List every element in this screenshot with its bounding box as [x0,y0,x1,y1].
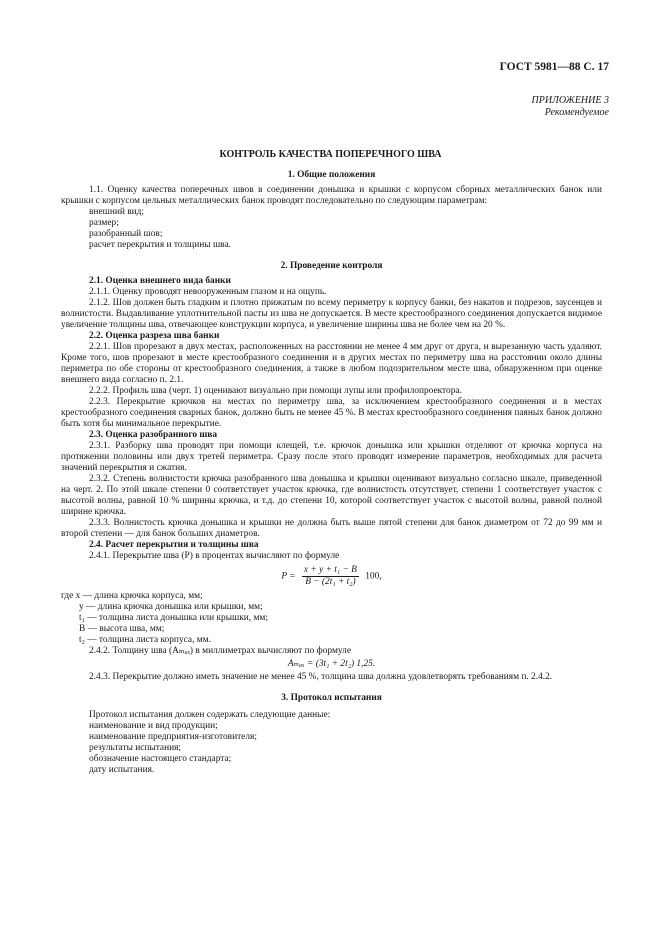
list-item: результаты испытания; [89,743,182,753]
definition-item: t₁ — толщина листа донышка или крышки, мм; [79,613,268,623]
list-item: разобранный шов; [89,229,163,239]
overlap-formula [61,565,602,588]
definition-item: t₂ — толщина листа корпуса, мм. [79,635,211,645]
definition-item: y — длина крючка донышка или крышки, мм; [79,602,263,612]
subsection-2-4: 2.4. Расчет перекрытия и толщины шва [89,540,259,550]
section-2-heading: 2. Проведение контроля [280,261,383,271]
definition-item: B — высота шва, мм; [79,624,165,634]
paragraph-2-3-1: 2.3.1. Разборку шва проводят при помощи клещей, т.е. крючок донышка или крышки отделяют от крючка корпуса на протяжении половины или двух третей периметра. Сразу после этого проводят измерение параметров, необходимых для расчета значений перекрытия и сжатия. [61,441,602,473]
standard-header: ГОСТ 5981—88 С. 17 [499,61,609,73]
paragraph-2-2-2: 2.2.2. Профиль шва (черт. 1) оценивают визуально при помощи лупы или профилопроектора. [89,386,462,396]
formula-numerator: x + y + t₁ − B [303,565,357,575]
list-item: размер; [89,218,119,228]
list-item: расчет перекрытия и толщины шва. [89,240,231,250]
parameter-list [61,207,602,251]
formula-lhs: P = [281,571,296,582]
paragraph-2-1-1: 2.1.1. Оценку проводят невооруженным глазом и на ощупь. [89,287,327,297]
protocol-list [89,710,602,776]
thickness-formula: Aₘₐₓ = (3t₁ + 2t₂) 1,25. [287,659,376,669]
paragraph-2-4-3: 2.4.3. Перекрытие должно иметь значение не менее 45 %, толщина шва должна удовлетворять требованиям п. 2.4.2. [89,672,553,682]
formula-denominator: B − (2t₁ + t₂) [305,577,356,587]
definition-lead: где x — длина крючка корпуса, мм; [61,591,203,601]
formula-fraction [302,565,359,588]
subsection-2-3: 2.3. Оценка разобранного шва [89,430,218,440]
section-3-heading: 3. Протокол испытания [281,693,382,703]
paragraph-1-1: 1.1. Оценку качества поперечных швов в соединении донышка и крышки с корпусом сборных металлических банок или крышки с корпусом цельных металлических банок проводят последовательно по следующим параметрам: [61,185,602,206]
paragraph-2-2-3: 2.2.3. Перекрытие крючков на местах по периметру шва, за исключением крестообразного соединения и в местах крестообразного соединения сварных банок, должно быть не менее 45 %. В местах крестообразного соединения паяных банок должно быть хотя бы минимальное перекрытие. [61,397,602,429]
appendix-status: Рекомендуемое [544,107,609,118]
list-item: обозначение настоящего стандарта; [89,754,232,764]
list-item: наименование предприятия-изготовителя; [89,732,257,742]
paragraph-2-3-2: 2.3.2. Степень волнистости крючка разобранного шва донышка и крышки оценивают визуально согласно шкале, приведенной на черт. 2. По этой шкале степени 0 соответствует участок крючка, где волнистость отсутствует, степени 1 соответствует участок с высотой волны, равной 10 % ширины крючка, и т.д. до степени 10, которой соответствует участок с высотой волны, равной полной ширине крючка. [61,474,602,517]
subsection-2-1: 2.1. Оценка внешнего вида банки [89,276,231,286]
paragraph-2-3-3: 2.3.3. Волнистость крючка донышка и крышки не должна быть выше пятой степени для банок диаметром от 72 до 99 мм и второй степени — для банок больших диаметров. [61,518,602,539]
appendix-number: ПРИЛОЖЕНИЕ 3 [531,95,609,106]
list-item: внешний вид; [89,207,145,217]
protocol-lead: Протокол испытания должен содержать следующие данные: [89,710,331,720]
formula-multiplier: 100, [365,571,382,582]
section-1-heading: 1. Общие положения [287,170,376,180]
list-item: наименование и вид продукции; [89,721,218,731]
subsection-2-2: 2.2. Оценка разреза шва банки [89,331,220,341]
page-title: КОНТРОЛЬ КАЧЕСТВА ПОПЕРЕЧНОГО ШВА [219,149,442,160]
list-item: дату испытания. [89,765,155,775]
paragraph-2-4-1: 2.4.1. Перекрытие шва (P) в процентах вычисляют по формуле [89,551,340,561]
paragraph-2-1-2: 2.1.2. Шов должен быть гладким и плотно прижатым по всему периметру к корпусу банки, без накатов и подрезов, заусенцев и волнистости. Выдавливание уплотнительной пасты из шва не допускается. В месте крестообразного соединения допускается видимое увеличение толщины шва, отвечающее конструкции корпуса, и увеличение ширины шва не более чем на 20 %. [61,298,602,330]
appendix-label [532,95,610,119]
formula-definitions [61,591,602,646]
paragraph-2-2-1: 2.2.1. Шов прорезают в двух местах, расположенных на расстоянии не менее 4 мм друг от друга, и вырезанную часть удаляют. Кроме того, шов прорезают в месте крестообразного соединения и в других местах по периметру шва на расстоянии около длины периметра по обе стороны от крестообразного соединения, а также в любом подозрительном месте шва, обнаруженном при оценке внешнего вида согласно п. 2.1. [61,342,602,385]
document-body [61,170,602,776]
paragraph-2-4-2: 2.4.2. Толщину шва (Aₘₐₓ) в миллиметрах вычисляют по формуле [89,646,352,656]
